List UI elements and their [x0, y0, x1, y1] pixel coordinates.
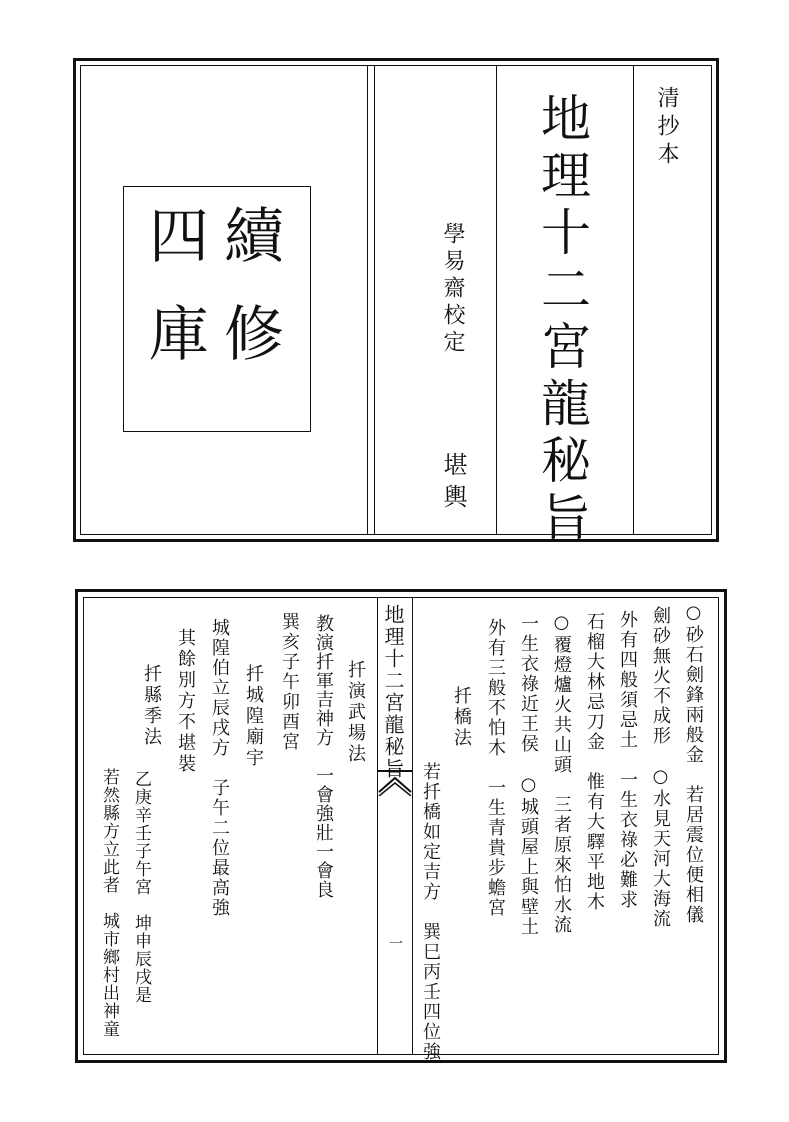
- text-column-3: 外有四般須忌土 一生衣祿必難求: [617, 610, 638, 910]
- seal-char-4: 庫: [149, 300, 209, 370]
- text-column-left-4: 其餘別方不堪裝: [175, 628, 196, 775]
- top-divider-1: [367, 65, 368, 535]
- center-strip-right: [412, 597, 413, 1055]
- top-divider-3: [496, 65, 497, 535]
- fishtail-mark: [378, 770, 412, 796]
- edition-note: 清抄本: [654, 86, 679, 170]
- section-heading-drill-ground: 扦演武場法: [345, 660, 366, 765]
- seal-char-1: 續: [224, 202, 284, 272]
- text-column-7: 外有三般不怕木 一生青貴步蟾宮: [485, 618, 506, 918]
- section-heading-city-god-temple: 扦城隍廟宇: [243, 664, 264, 769]
- center-strip-left: [377, 597, 378, 1055]
- top-divider-4: [633, 65, 634, 535]
- main-title: 地理十二宮龍秘旨: [533, 92, 591, 548]
- top-divider-2: [374, 65, 375, 535]
- category-label: 堪輿: [439, 452, 467, 516]
- center-strip-title: 地理十二宮龍秘旨: [381, 604, 405, 780]
- text-column-left-1: 教演扦軍吉神方 一會強壯一會良: [313, 614, 334, 899]
- text-column-5: ○覆燈爐火共山頭 三者原來怕水流: [551, 612, 572, 935]
- collection-seal: [123, 186, 311, 432]
- text-column-2: 劍砂無火不成形 ○水見天河大海流: [650, 606, 671, 929]
- text-column-left-3: 城隍伯立辰戌方 子午二位最高強: [209, 618, 230, 918]
- text-column-4: 石榴大林忌刀金 惟有大驛平地木: [584, 612, 605, 912]
- seal-char-2: 修: [224, 300, 284, 370]
- editor-credit: 學易齋校定: [440, 222, 465, 357]
- text-column-6: 一生衣祿近王侯 ○城頭屋上與壁土: [518, 614, 539, 937]
- section-heading-county: 扦縣季法: [141, 664, 162, 748]
- page-number: 一: [387, 936, 403, 950]
- text-column-1: ○砂石劍鋒兩般金 若居震位便相儀: [683, 602, 704, 925]
- text-column-left-5: 乙庚辛壬子午宮 坤申辰戌是: [131, 770, 151, 1004]
- text-column-left-6: 若然縣方立此者 城市鄉村出神童: [99, 768, 119, 1038]
- text-column-left-2: 巽亥子午卯酉宮: [279, 612, 300, 752]
- seal-char-3: 四: [149, 202, 209, 272]
- section-heading-bridge: 扦橋法: [451, 686, 472, 749]
- text-column-9: 若扦橋如定吉方 巽巳丙壬四位強: [420, 762, 441, 1062]
